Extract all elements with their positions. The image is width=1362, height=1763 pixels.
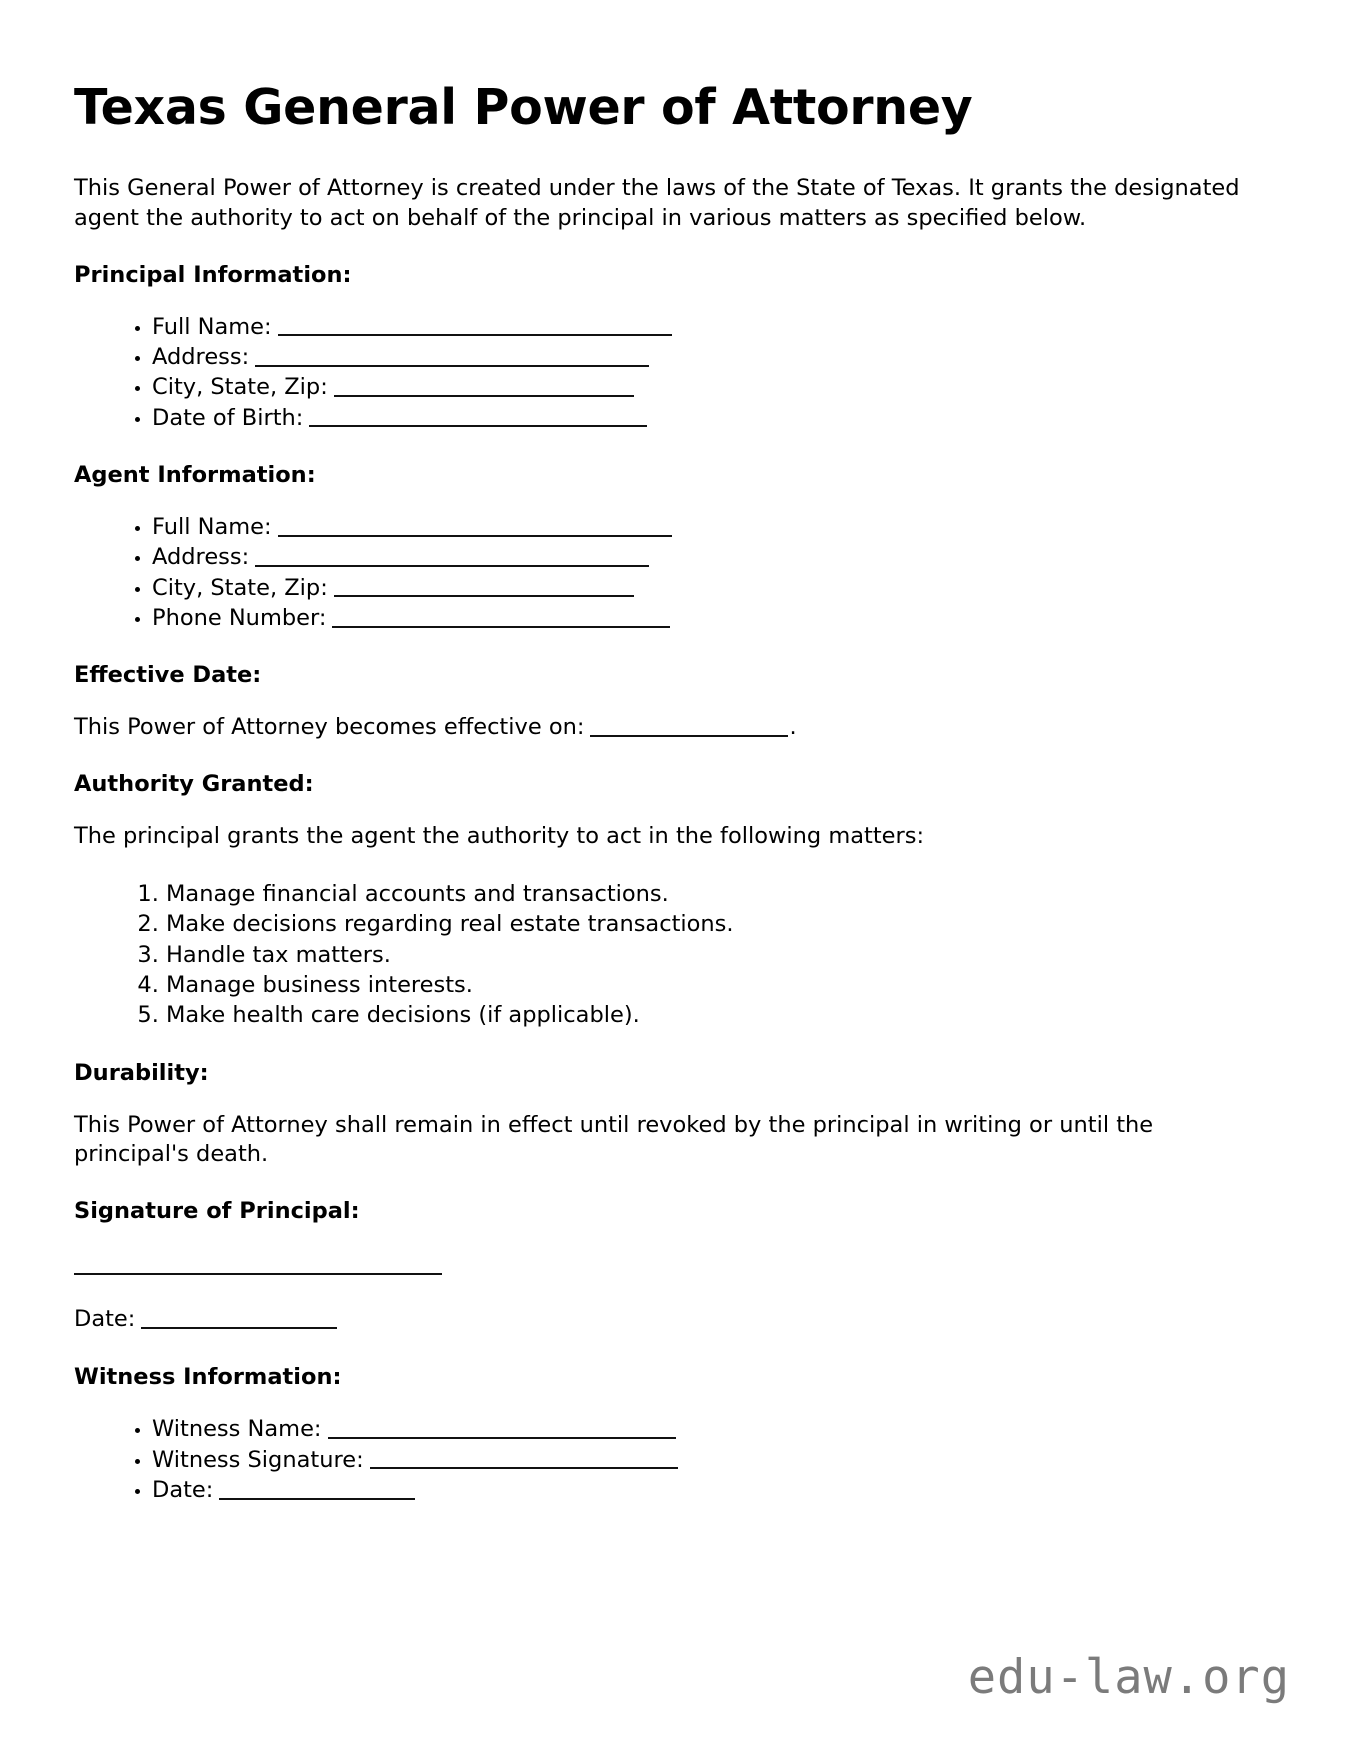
list-item bbox=[152, 1476, 1288, 1504]
effective-date-text-before: This Power of Attorney becomes effective on: bbox=[74, 714, 585, 741]
list-item bbox=[152, 543, 1288, 571]
field-label: Date of Birth: bbox=[152, 404, 304, 431]
list-item bbox=[152, 574, 1288, 602]
list-item bbox=[152, 513, 1288, 541]
site-watermark: edu-law.org bbox=[967, 1650, 1290, 1705]
principal-city-state-zip-blank[interactable] bbox=[334, 376, 634, 397]
signature-of-principal-heading: Signature of Principal: bbox=[74, 1197, 360, 1224]
field-label: Full Name: bbox=[152, 313, 272, 340]
effective-date-sentence bbox=[74, 713, 1254, 743]
field-label: Date: bbox=[152, 1476, 214, 1503]
field-label: Phone Number: bbox=[152, 605, 327, 632]
list-item bbox=[152, 343, 1288, 371]
field-label: Full Name: bbox=[152, 514, 272, 541]
durability-heading: Durability: bbox=[74, 1059, 209, 1086]
list-item bbox=[152, 373, 1288, 401]
witness-field-list bbox=[74, 1415, 1288, 1504]
authority-list bbox=[74, 880, 1288, 1030]
field-label: City, State, Zip: bbox=[152, 374, 328, 401]
principal-date-blank[interactable] bbox=[141, 1308, 337, 1329]
authority-lead-in: The principal grants the agent the authority to act in the following matters: bbox=[74, 823, 925, 850]
page-title: Texas General Power of Attorney bbox=[74, 79, 973, 136]
witness-date-blank[interactable] bbox=[219, 1479, 415, 1500]
list-item bbox=[152, 1446, 1288, 1474]
principal-address-blank[interactable] bbox=[255, 346, 649, 367]
field-label: Witness Name: bbox=[152, 1416, 322, 1443]
field-label: Address: bbox=[152, 344, 250, 371]
witness-name-blank[interactable] bbox=[328, 1418, 676, 1439]
list-item: 2. Make decisions regarding real estate transactions. bbox=[166, 910, 1288, 938]
agent-address-blank[interactable] bbox=[255, 546, 649, 567]
agent-full-name-blank[interactable] bbox=[278, 516, 672, 537]
list-item: 5. Make health care decisions (if applicable). bbox=[166, 1001, 1288, 1029]
list-item: 4. Manage business interests. bbox=[166, 971, 1288, 999]
principal-full-name-blank[interactable] bbox=[278, 316, 672, 337]
agent-city-state-zip-blank[interactable] bbox=[334, 577, 634, 598]
principal-information-heading: Principal Information: bbox=[74, 261, 352, 288]
principal-date-line bbox=[74, 1305, 1288, 1334]
agent-phone-number-blank[interactable] bbox=[332, 607, 670, 628]
field-label: Witness Signature: bbox=[152, 1446, 364, 1473]
witness-signature-blank[interactable] bbox=[370, 1449, 678, 1470]
principal-date-of-birth-blank[interactable] bbox=[309, 407, 647, 428]
field-label: City, State, Zip: bbox=[152, 574, 328, 601]
list-item bbox=[152, 604, 1288, 632]
list-item bbox=[152, 1415, 1288, 1443]
list-item: 1. Manage financial accounts and transactions. bbox=[166, 880, 1288, 908]
authority-granted-heading: Authority Granted: bbox=[74, 771, 314, 798]
field-label: Address: bbox=[152, 544, 250, 571]
agent-field-list bbox=[74, 513, 1288, 632]
witness-information-heading: Witness Information: bbox=[74, 1364, 342, 1391]
effective-date-blank[interactable] bbox=[590, 716, 788, 737]
list-item bbox=[152, 404, 1288, 432]
principal-signature-line[interactable] bbox=[74, 1273, 442, 1275]
list-item: 3. Handle tax matters. bbox=[166, 941, 1288, 969]
principal-field-list bbox=[74, 313, 1288, 432]
agent-information-heading: Agent Information: bbox=[74, 462, 316, 489]
durability-paragraph: This Power of Attorney shall remain in effect until revoked by the principal in writing or until the principal's death. bbox=[74, 1111, 1154, 1168]
intro-paragraph: This General Power of Attorney is created under the laws of the State of Texas. It grants the designated agent the authority to act on behalf of the principal in various matters as specified below. bbox=[74, 175, 1240, 232]
effective-date-heading: Effective Date: bbox=[74, 662, 262, 689]
list-item bbox=[152, 313, 1288, 341]
effective-date-text-after: . bbox=[789, 714, 797, 741]
date-label: Date: bbox=[74, 1305, 136, 1332]
